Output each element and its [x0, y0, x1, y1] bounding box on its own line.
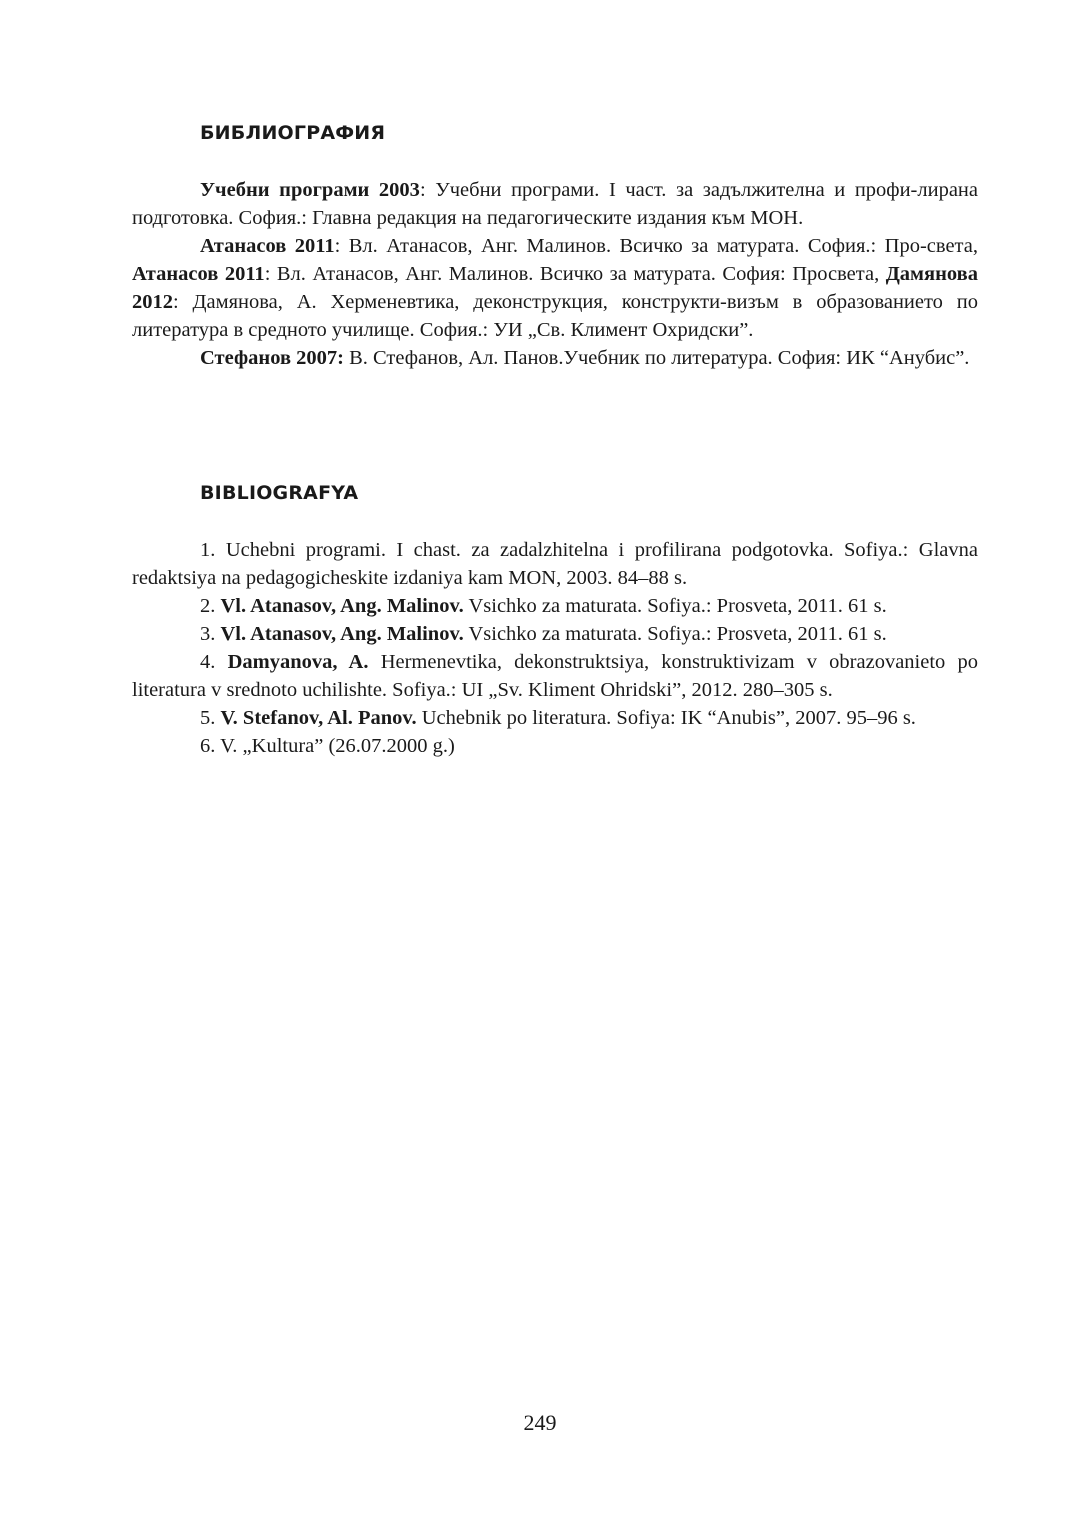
entry-text: : Дамянова, А. Херменевтика, деконструкция, конструкти-визъм в образованието по литература в средното училище. София.: УИ „Св. Климент Охридски”. [132, 291, 978, 341]
entry-text: : Вл. Атанасов, Анг. Малинов. Всичко за матурата. София.: Про-света, [334, 235, 978, 257]
entry-text: 1. Uchebni programi. I chast. za zadalzhitelna i profilirana podgotovka. Sofiya.: Glavna redaktsiya na pedagogicheskite izdaniya kam MON, 2003. 84–88 s. [132, 539, 978, 589]
entry-author-bold: Vl. Atanasov, Ang. Malinov. [220, 595, 464, 617]
entry-text: Vsichko za maturata. Sofiya.: Prosveta, 2011. 61 s. [463, 595, 887, 617]
latin-bibliography-heading: BIBLIOGRAFYA [200, 482, 359, 504]
bibliography-entry [132, 232, 978, 344]
entry-author-bold: Damyanova, A. [227, 651, 369, 673]
entry-text: Uchebnik po literatura. Sofiya: IK “Anubis”, 2007. 95–96 s. [416, 707, 916, 729]
entry-text: 4. [200, 651, 228, 673]
entry-author-bold: Стефанов 2007: [200, 347, 344, 369]
cyrillic-bibliography-section [132, 120, 978, 372]
entry-text: 3. [200, 623, 221, 645]
bibliography-entry [132, 344, 978, 372]
entry-author-bold: Атанасов 2011 [200, 235, 335, 257]
bibliography-entry [132, 592, 978, 620]
latin-bibliography-list [132, 536, 978, 760]
cyrillic-bibliography-list [132, 176, 978, 372]
bibliography-entry [132, 732, 978, 760]
entry-text: 2. [200, 595, 221, 617]
bibliography-entry [132, 176, 978, 232]
entry-author-bold: Дамянова 2012 [132, 263, 978, 313]
entry-text: : Вл. Атанасов, Анг. Малинов. Всичко за матурата. София: Просвета, [264, 263, 886, 285]
entry-text: 6. V. „Kultura” (26.07.2000 g.) [200, 735, 455, 757]
page-number: 249 [523, 1410, 557, 1435]
entry-text: Hermenevtika, dekonstruktsiya, konstruktivizam v obrazovanieto po literatura v srednoto uchilishte. Sofiya.: UI „Sv. Kliment Ohridski”, 2012. 280–305 s. [132, 651, 978, 701]
entry-text: Vsichko za maturata. Sofiya.: Prosveta, 2011. 61 s. [463, 623, 887, 645]
bibliography-entry [132, 648, 978, 704]
entry-author-bold: V. Stefanov, Al. Panov. [220, 707, 417, 729]
latin-bibliography-section [132, 480, 978, 760]
entry-text: В. Стефанов, Ал. Панов.Учебник по литература. София: ИК “Анубис”. [343, 347, 970, 369]
entry-author-bold: Vl. Atanasov, Ang. Malinov. [220, 623, 464, 645]
entry-text: 5. [200, 707, 221, 729]
entry-author-bold: Атанасов 2011 [132, 263, 265, 285]
entry-author-bold: Учебни програми 2003 [200, 179, 420, 201]
cyrillic-bibliography-heading: БИБЛИОГРАФИЯ [200, 122, 386, 144]
bibliography-entry [132, 620, 978, 648]
bibliography-entry [132, 704, 978, 732]
entry-text: : Учебни програми. I част. за задължителна и профи-лирана подготовка. София.: Главна редакция на педагогическите издания към МОН. [132, 179, 978, 229]
bibliography-entry [132, 536, 978, 592]
